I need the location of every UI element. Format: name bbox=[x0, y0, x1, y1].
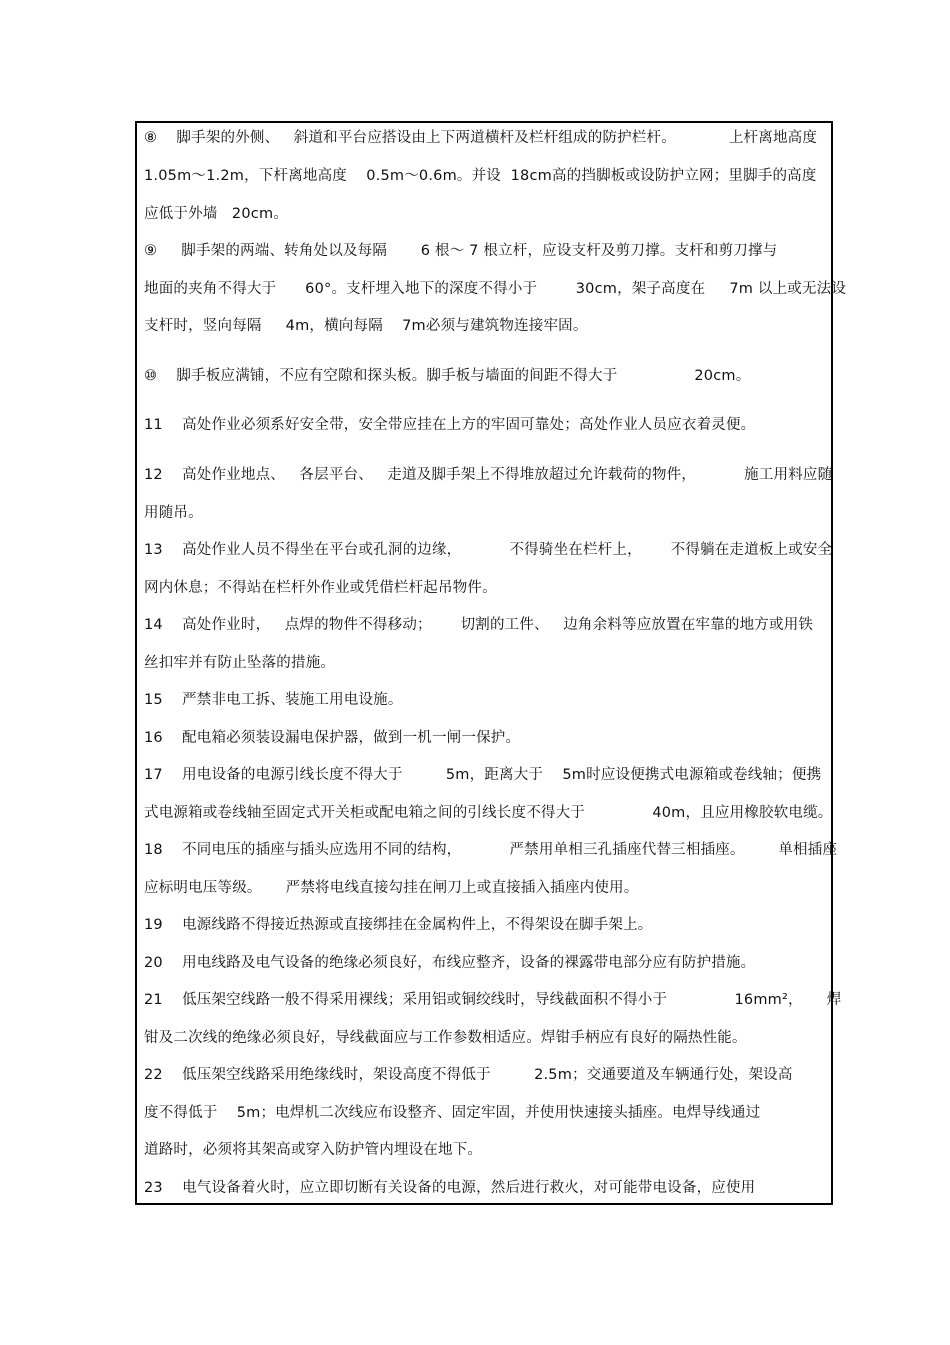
document-frame bbox=[135, 121, 847, 1205]
text-line: 地面的夹角不得大于 60°。支杆埋入地下的深度不得小于 30cm，架子高度在 7m 以上或无法设 bbox=[144, 281, 847, 297]
text-line: 支杆时，竖向每隔 4m，横向每隔 7m必须与建筑物连接牢固。 bbox=[144, 318, 588, 334]
text-line: 度不得低于 5m；电焊机二次线应布设整齐、固定牢固，并使用快速接头插座。电焊导线通过 bbox=[144, 1105, 761, 1121]
text-line: 式电源箱或卷线轴至固定式开关柜或配电箱之间的引线长度不得大于 40m，且应用橡胶软电缆。 bbox=[144, 805, 833, 821]
text-line: 23 电气设备着火时，应立即切断有关设备的电源，然后进行救火，对可能带电设备，应使用 bbox=[144, 1180, 756, 1196]
text-line: 22 低压架空线路采用绝缘线时，架设高度不得低于 2.5m；交通要道及车辆通行处，架设高 bbox=[144, 1067, 793, 1083]
text-line: 21 低压架空线路一般不得采用裸线；采用铝或铜绞线时，导线截面积不得小于 16mm²， 焊 bbox=[144, 992, 842, 1008]
text-line: 20 用电线路及电气设备的绝缘必须良好，布线应整齐，设备的裸露带电部分应有防护措施。 bbox=[144, 955, 756, 971]
text-line: 13 高处作业人员不得坐在平台或孔洞的边缘， 不得骑坐在栏杆上， 不得躺在走道板上或安全 bbox=[144, 542, 833, 558]
text-line: ⑧ 脚手架的外侧、 斜道和平台应搭设由上下两道横杆及栏杆组成的防护栏杆。 上杆离地高度 bbox=[144, 130, 818, 146]
text-line: 应低于外墙 20cm。 bbox=[144, 206, 288, 222]
text-line: ⑨ 脚手架的两端、转角处以及每隔 6 根～ 7 根立杆，应设支杆及剪刀撑。支杆和剪刀撑与 bbox=[144, 243, 778, 259]
text-line: 17 用电设备的电源引线长度不得大于 5m，距离大于 5m时应设便携式电源箱或卷线轴；便携 bbox=[144, 767, 822, 783]
text-line: 1.05m～1.2m，下杆离地高度 0.5m～0.6m。并设 18cm高的挡脚板或设防护立网；里脚手的高度 bbox=[144, 168, 817, 184]
text-line: 19 电源线路不得接近热源或直接绑挂在金属构件上，不得架设在脚手架上。 bbox=[144, 917, 653, 933]
text-line: 15 严禁非电工拆、装施工用电设施。 bbox=[144, 692, 403, 708]
text-line: 应标明电压等级。 严禁将电线直接勾挂在闸刀上或直接插入插座内使用。 bbox=[144, 880, 639, 896]
text-line: 用随吊。 bbox=[144, 505, 203, 521]
text-line: 钳及二次线的绝缘必须良好，导线截面应与工作参数相适应。焊钳手柄应有良好的隔热性能。 bbox=[144, 1030, 747, 1046]
text-line: 道路时，必须将其架高或穿入防护管内埋设在地下。 bbox=[144, 1142, 483, 1158]
text-line: 14 高处作业时， 点焊的物件不得移动； 切割的工件、 边角余料等应放置在牢靠的地方或用铁 bbox=[144, 617, 814, 633]
text-line: 丝扣牢并有防止坠落的措施。 bbox=[144, 655, 336, 671]
text-line: 12 高处作业地点、 各层平台、 走道及脚手架上不得堆放超过允许载荷的物件， 施工用料应随 bbox=[144, 467, 833, 483]
text-line: 11 高处作业必须系好安全带，安全带应挂在上方的牢固可靠处；高处作业人员应衣着灵便。 bbox=[144, 417, 756, 433]
text-line: 18 不同电压的插座与插头应选用不同的结构， 严禁用单相三孔插座代替三相插座。 单相插座 bbox=[144, 842, 838, 858]
text-line: 16 配电箱必须装设漏电保护器，做到一机一闸一保护。 bbox=[144, 730, 521, 746]
text-line: ⑩ 脚手板应满铺，不应有空隙和探头板。脚手板与墙面的间距不得大于 20cm。 bbox=[144, 368, 751, 384]
text-line: 网内休息；不得站在栏杆外作业或凭借栏杆起吊物件。 bbox=[144, 580, 497, 596]
